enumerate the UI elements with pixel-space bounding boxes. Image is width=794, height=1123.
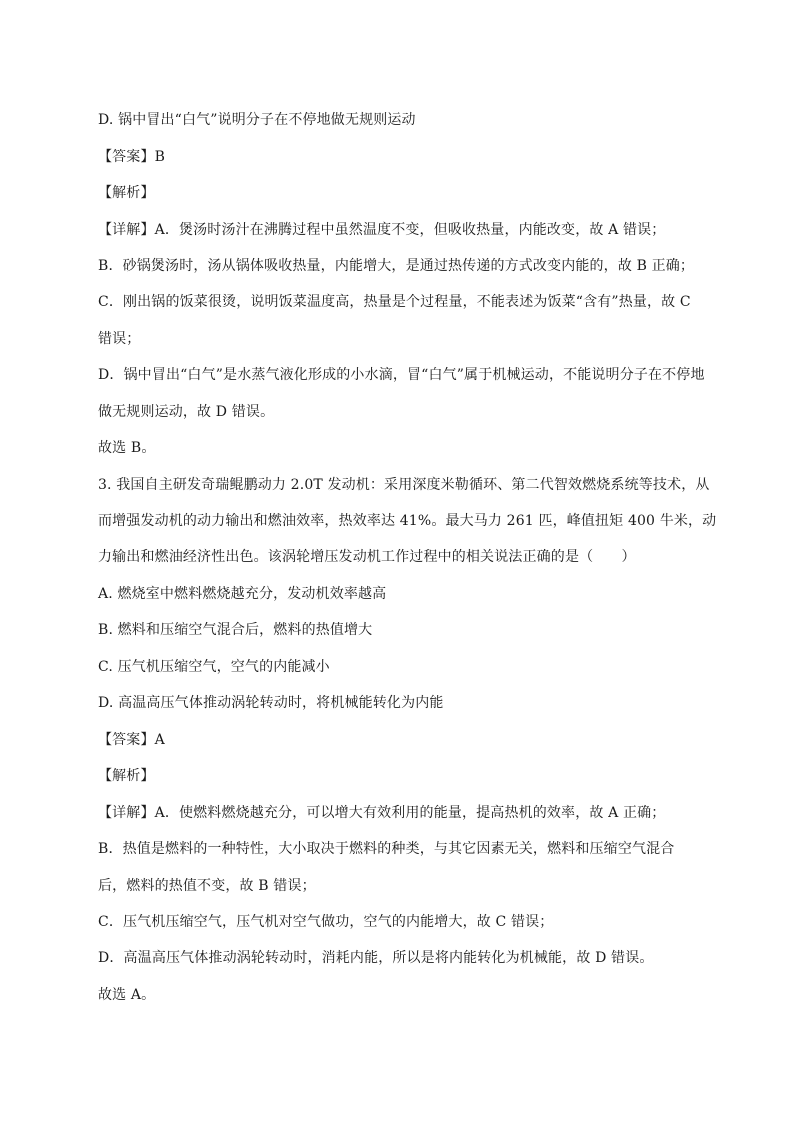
q2-option-d: D. 锅中冒出“白气”说明分子在不停地做无规则运动: [98, 112, 416, 128]
q3-detail-a: 【详解】A．使燃料燃烧越充分，可以增大有效利用的能量，提高热机的效率，故 A 正确；: [98, 805, 666, 821]
q3-answer: 【答案】A: [98, 732, 165, 748]
q2-conclusion: 故选 B。: [98, 440, 156, 456]
q2-detail-c-line1: C．刚出锅的饭菜很烫，说明饭菜温度高，热量是个过程量，不能表述为饭菜“含有”热量，故 C: [98, 294, 691, 310]
q3-stem-line3: 力输出和燃油经济性出色。该涡轮增压发动机工作过程中的相关说法正确的是（ ）: [98, 549, 636, 565]
q3-detail-b-line1: B．热值是燃料的一种特性，大小取决于燃料的种类，与其它因素无关，燃料和压缩空气混合: [98, 841, 675, 857]
q2-detail-c-line2: 错误；: [98, 331, 141, 347]
q2-detail-d-line1: D．锅中冒出“白气”是水蒸气液化形成的小水滴，冒“白气”属于机械运动，不能说明分子在不停地: [98, 367, 705, 383]
q3-stem-line2: 而增强发动机的动力输出和燃油效率，热效率达 41%。最大马力 261 匹，峰值扭矩 400 牛米，动: [98, 513, 717, 529]
q2-detail-d-line2: 做无规则运动，故 D 错误。: [98, 404, 275, 420]
q3-analysis-heading: 【解析】: [98, 768, 155, 784]
q3-detail-d: D．高温高压气体推动涡轮转动时，消耗内能，所以是将内能转化为机械能，故 D 错误。: [98, 950, 654, 966]
q3-conclusion: 故选 A。: [98, 987, 156, 1003]
q2-detail-a: 【详解】A．煲汤时汤汁在沸腾过程中虽然温度不变，但吸收热量，内能改变，故 A 错误；: [98, 222, 666, 238]
q3-option-a: A. 燃烧室中燃料燃烧越充分，发动机效率越高: [98, 586, 387, 602]
q2-answer: 【答案】B: [98, 149, 166, 165]
q3-option-d: D. 高温高压气体推动涡轮转动时，将机械能转化为内能: [98, 695, 444, 711]
q3-option-b: B. 燃料和压缩空气混合后，燃料的热值增大: [98, 622, 373, 638]
q3-detail-b-line2: 后，燃料的热值不变，故 B 错误；: [98, 878, 316, 894]
q2-analysis-heading: 【解析】: [98, 185, 155, 201]
q2-detail-b: B．砂锅煲汤时，汤从锅体吸收热量，内能增大，是通过热传递的方式改变内能的，故 B 正确；: [98, 258, 695, 274]
q3-option-c: C. 压气机压缩空气，空气的内能减小: [98, 659, 330, 675]
q3-stem-line1: 3. 我国自主研发奇瑞鲲鹏动力 2.0T 发动机：采用深度米勒循环、第二代智效燃烧系统等技术，从: [98, 477, 710, 493]
q3-detail-c: C．压气机压缩空气，压气机对空气做功，空气的内能增大，故 C 错误；: [98, 914, 554, 930]
